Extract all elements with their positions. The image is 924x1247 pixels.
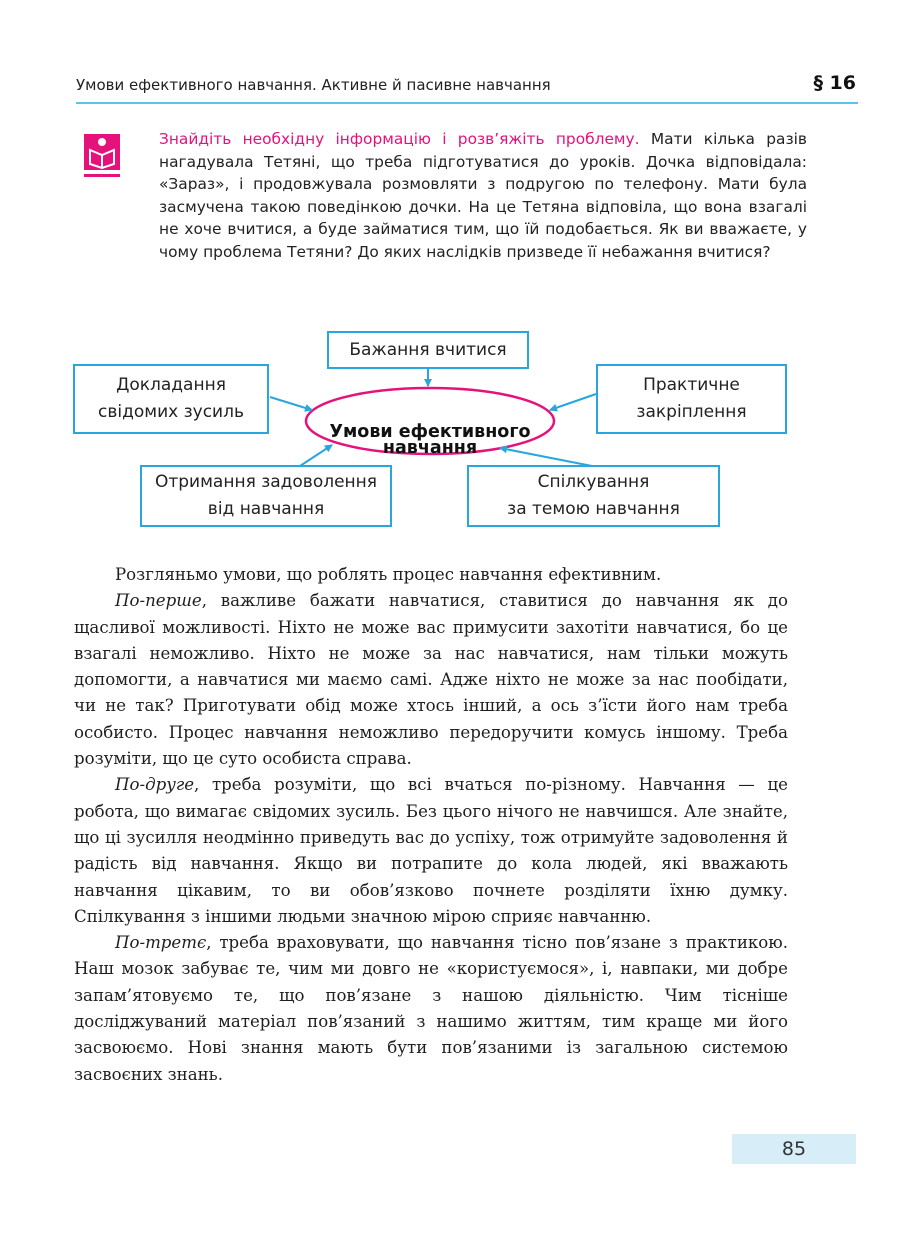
- paragraph-first: [74, 588, 788, 772]
- box-conscious-effort: Докладання свідомих зусиль: [73, 364, 269, 434]
- page-number: 85: [732, 1134, 856, 1164]
- task-body: Мати кілька разів нагадувала Тетяні, що треба підготуватися до уроків. Дочка відповідала: «Зараз», і продовжувала розмовляти з подругою по телефону. Мати була засмучена такою поведінкою дочки. На це Тетяна відповіла, що вона взагалі не хоче вчитися, а буде займатися тим, що їй подобається. Як ви вважаєте, у чому проблема Тетяни? До яких наслідків призведе її небажання вчитися?: [159, 130, 808, 261]
- paragraph-intro: Розгляньмо умови, що роблять процес навчання ефективним.: [115, 565, 662, 584]
- lead-second: По-друге: [115, 775, 195, 795]
- box-practical-reinforcement: Практичне закріплення: [596, 364, 787, 434]
- running-title: Умови ефективного навчання. Активне й пасивне навчання: [76, 76, 551, 94]
- paragraph-second: [74, 772, 788, 930]
- box-enjoyment: Отримання задоволення від навчання: [140, 465, 392, 527]
- paragraph-third-text: , треба враховувати, що навчання тісно пов’язане з практикою. Наш мозок забуває те, чим ми довго не «користуємося», і, навпаки, ми добре запам’ятовуємо те, що пов’язане з нашою діяльністю. Чим тісніше досліджуваний матеріал пов’язаний з нашимо життям, тим краще ми його засвоюємо. Нові знання мають бути пов’язаними із загальною системою засвоєних знань.: [74, 933, 788, 1084]
- main-text: [74, 562, 788, 1088]
- task-paragraph: [159, 128, 807, 263]
- paragraph-first-text: , важливе бажати навчатися, ставитися до навчання як до щасливої можливості. Ніхто не може вас примусити захотіти навчатися, бо це взагалі неможливо. Ніхто не може за нас навчатися, нам тільки можуть допомогти, а навчатися ми маємо самі. Адже ніхто не може за нас пообідати, чи не так? Приготувати обід може хтось інший, а ось з’їсти його нам треба особисто. Процес навчання неможливо передоручити комусь іншому. Треба розуміти, що це суто особиста справа.: [74, 591, 788, 769]
- diagram-center-label: Умови ефективного навчання: [329, 422, 531, 458]
- paragraph-third: [74, 930, 788, 1088]
- paragraph-second-text: , треба розуміти, що всі вчаться по-різному. Навчання — це робота, що вимагає свідомих зусиль. Без цього нічого не навчишся. Але знайте, що ці зусилля неодмінно приведуть вас до успіху, тож отримуйте задоволення й радість від навчання. Якщо ви потрапите до кола людей, які вважають навчання цікавим, то ви обов’язково почнете розділяти їхню думку. Спілкування з іншими людьми значною мірою сприяє навчанню.: [74, 775, 788, 926]
- arrow-right: [550, 394, 596, 410]
- page-header: [76, 70, 858, 104]
- task-highlight: Знайдіть необхідну інформацію і розв’яжіть проблему.: [159, 130, 640, 148]
- lead-first: По-перше: [115, 591, 202, 611]
- section-number: § 16: [813, 72, 856, 94]
- lead-third: По-третє: [115, 933, 207, 953]
- box-desire-to-learn: Бажання вчитися: [327, 331, 529, 369]
- reading-person-icon: [84, 134, 120, 180]
- box-communication: Спілкування за темою навчання: [467, 465, 720, 527]
